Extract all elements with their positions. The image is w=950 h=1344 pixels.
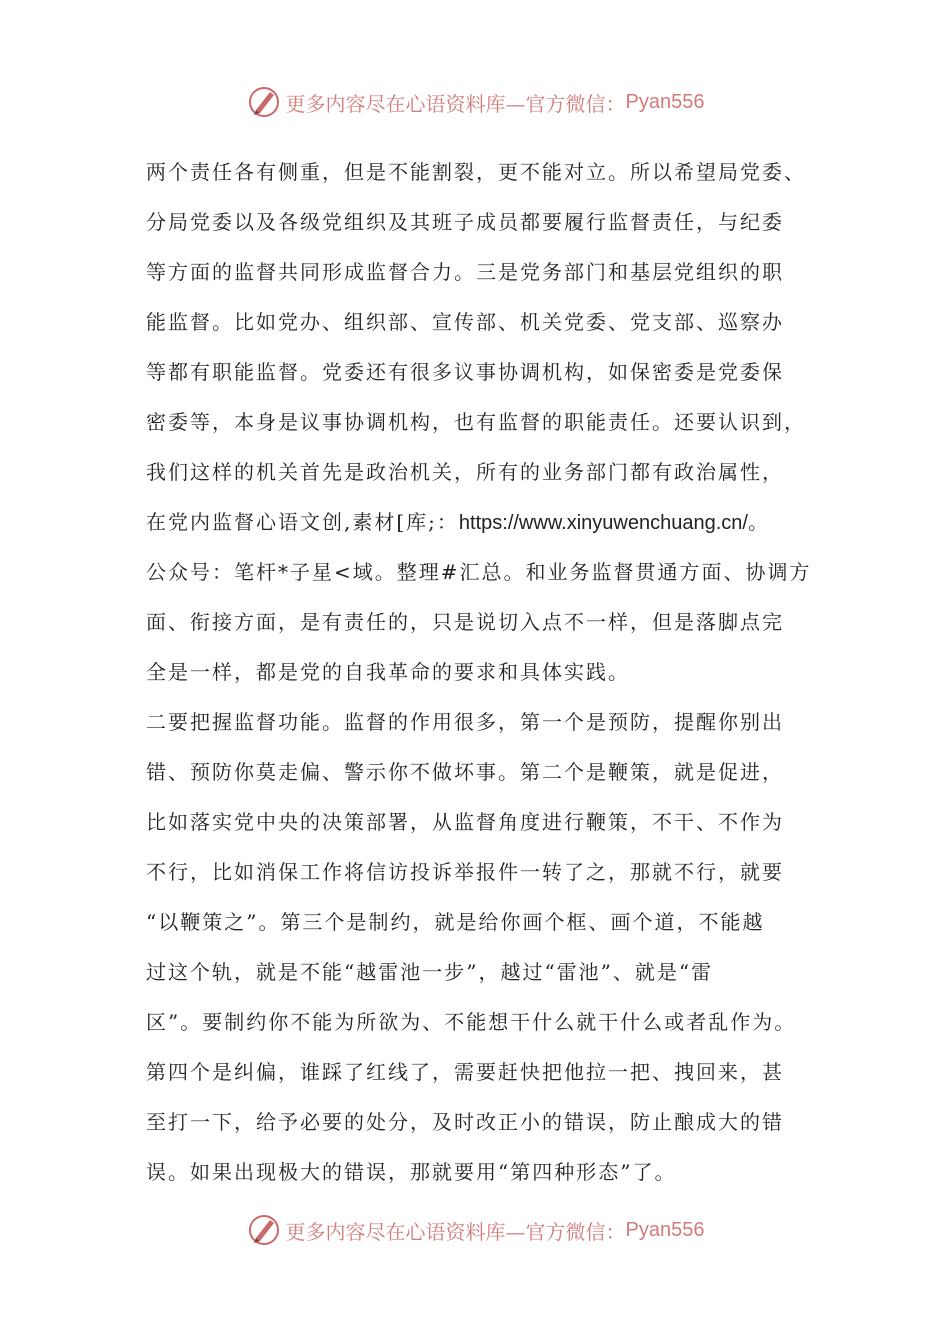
- text-line: 等都有职能监督。党委还有很多议事协调机构，如保密委是党委保: [146, 360, 784, 384]
- text-line: 第四个是纠偏，谁踩了红线了，需要赶快把他拉一把、拽回来，甚: [146, 1060, 784, 1084]
- url-text: https://www.xinyuwenchuang.cn/: [458, 512, 748, 534]
- text-line-with-url: [146, 500, 836, 550]
- watermark-id: Pyan556: [625, 1218, 705, 1241]
- watermark-id: Pyan556: [625, 90, 705, 113]
- text-line: 分局党委以及各级党组织及其班子成员都要履行监督责任，与纪委: [146, 210, 784, 234]
- text-line: 至打一下，给予必要的处分，及时改正小的错误，防止酿成大的错: [146, 1110, 784, 1134]
- text-line: 比如落实党中央的决策部署，从监督角度进行鞭策，不干、不作为: [146, 810, 784, 834]
- text-line: 两个责任各有侧重，但是不能割裂，更不能对立。所以希望局党委、: [146, 160, 806, 184]
- text-line: “以鞭策之”。第三个是制约，就是给你画个框、画个道，不能越: [146, 910, 765, 934]
- watermark-text: 更多内容尽在心语资料库—官方微信：: [285, 91, 626, 116]
- footer-watermark: [0, 1210, 950, 1250]
- text-line: 密委等，本身是议事协调机构，也有监督的职能责任。还要认识到，: [146, 410, 806, 434]
- text-line: 等方面的监督共同形成监督合力。三是党务部门和基层党组织的职: [146, 260, 784, 284]
- header-watermark: [0, 82, 950, 122]
- text-line: 错、预防你莫走偏、警示你不做坏事。第二个是鞭策，就是促进，: [146, 760, 784, 784]
- text-line: 全是一样，都是党的自我革命的要求和具体实践。: [146, 660, 630, 684]
- text-line: 二要把握监督功能。监督的作用很多，第一个是预防，提醒你别出: [146, 710, 784, 734]
- pen-logo-icon: [246, 84, 282, 120]
- watermark-text: 更多内容尽在心语资料库—官方微信：: [285, 1219, 626, 1244]
- pen-logo-icon: [246, 1212, 282, 1248]
- text-line: 公众号：笔杆*子星<域。整理#汇总。和业务监督贯通方面、协调方: [146, 560, 812, 584]
- text-line: 过这个轨，就是不能“越雷池一步”，越过“雷池”、就是“雷: [146, 960, 714, 984]
- body-text: [146, 150, 836, 1200]
- text-line: 误。如果出现极大的错误，那就要用“第四种形态”了。: [146, 1160, 677, 1184]
- text-segment: 在党内监督心语文创,素材[库;：: [146, 510, 459, 534]
- text-line: 面、衔接方面，是有责任的，只是说切入点不一样，但是落脚点完: [146, 610, 784, 634]
- text-line: 我们这样的机关首先是政治机关，所有的业务部门都有政治属性，: [146, 460, 784, 484]
- text-line: 能监督。比如党办、组织部、宣传部、机关党委、党支部、巡察办: [146, 310, 784, 334]
- text-line: 不行，比如消保工作将信访投诉举报件一转了之，那就不行，就要: [146, 860, 784, 884]
- text-segment: 。: [747, 510, 770, 534]
- text-line: 区”。要制约你不能为所欲为、不能想干什么就干什么或者乱作为。: [146, 1010, 797, 1034]
